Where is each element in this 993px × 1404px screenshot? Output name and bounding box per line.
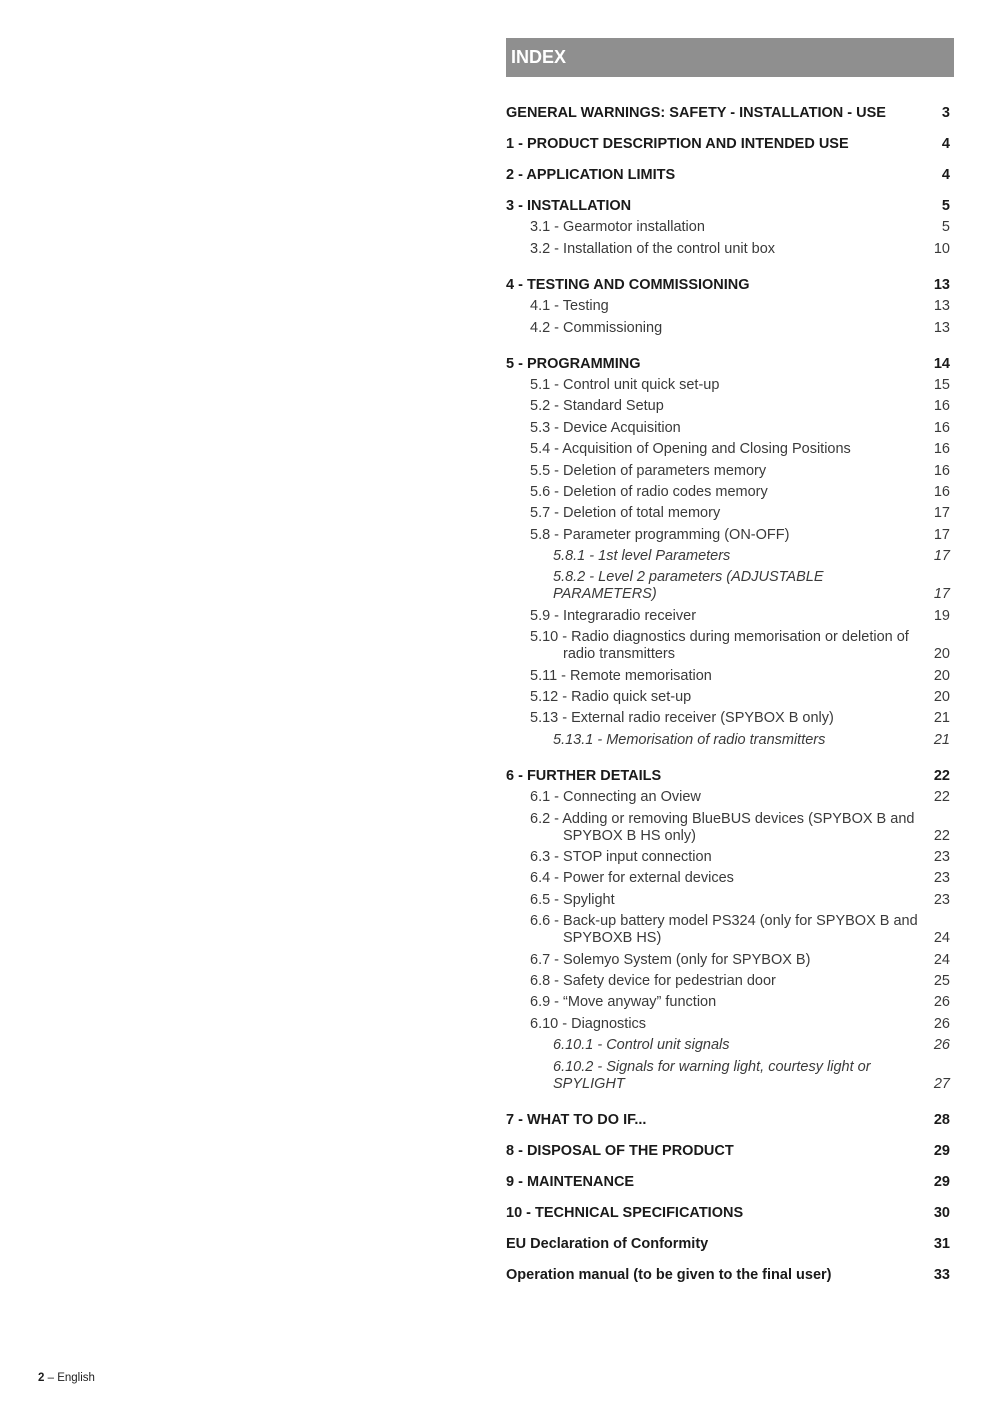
toc-entry-page: 17 [933,526,950,543]
table-of-contents [506,105,950,1284]
toc-entry-title: 6.10.2 - Signals for warning light, courtesy light or SPYLIGHT [553,1058,871,1092]
toc-subsection-entry[interactable] [506,849,950,866]
toc-entry-title: 1 - PRODUCT DESCRIPTION AND INTENDED USE [506,136,849,152]
toc-entry-title: 9 - MAINTENANCE [506,1173,635,1190]
toc-entry-title: 5.11 - Remote memorisation [530,667,712,684]
toc-subsection-entry[interactable] [506,441,950,458]
toc-entry-title: GENERAL WARNINGS: SAFETY - INSTALLATION - USE [506,105,886,121]
toc-entry-page: 25 [933,972,950,989]
toc-subsection-entry[interactable] [506,811,950,845]
toc-entry-page: 20 [933,689,950,706]
toc-section-entry[interactable] [506,198,950,215]
toc-subsection-entry[interactable] [506,219,950,236]
toc-entry-title: 6.8 - Safety device for pedestrian door [530,972,776,989]
toc-section-entry[interactable] [506,1205,950,1222]
toc-entry-page: 16 [933,483,950,500]
toc-section-entry[interactable] [506,1112,950,1129]
toc-entry-page: 26 [933,994,950,1011]
toc-entry-title: 6.1 - Connecting an Oview [530,789,701,806]
toc-entry-title: 5.8.2 - Level 2 parameters (ADJUSTABLE PARAMETERS) [553,569,824,603]
toc-entry-title: 5.10 - Radio diagnostics during memorisation or deletion of radio transmitters [530,629,909,663]
toc-entry-page: 13 [933,298,950,315]
toc-entry-title: 3.2 - Installation of the control unit box [530,240,776,257]
toc-entry-page: 23 [933,848,950,865]
toc-entry-page: 21 [933,731,950,748]
toc-section-entry[interactable] [506,356,950,373]
toc-entry-title: 8 - DISPOSAL OF THE PRODUCT [506,1142,734,1159]
toc-entry-title: 5.1 - Control unit quick set-up [530,376,720,393]
toc-subsubsection-entry[interactable] [506,569,950,603]
toc-subsection-entry[interactable] [506,420,950,437]
toc-subsection-entry[interactable] [506,505,950,522]
toc-entry-page: 15 [933,376,950,393]
toc-subsection-entry[interactable] [506,527,950,544]
toc-subsection-entry[interactable] [506,994,950,1011]
toc-entry-title: 4 - TESTING AND COMMISSIONING [506,276,750,293]
toc-subsection-entry[interactable] [506,710,950,727]
toc-entry-title: EU Declaration of Conformity [506,1235,709,1252]
toc-entry-title: 6.7 - Solemyo System (only for SPYBOX B) [530,951,811,968]
toc-entry-title: 5.13.1 - Memorisation of radio transmitters [553,731,826,748]
toc-entry-title: 6.9 - “Move anyway” function [530,994,717,1011]
footer-separator: – [44,1372,58,1384]
toc-subsubsection-entry[interactable] [506,548,950,565]
toc-subsection-entry[interactable] [506,952,950,969]
toc-entry-title: 4.1 - Testing [530,298,609,315]
toc-entry-page: 26 [933,1015,950,1032]
toc-subsection-entry[interactable] [506,241,950,258]
toc-entry-title: 6.2 - Adding or removing BlueBUS devices (SPYBOX B and SPYBOX B HS only) [530,810,915,844]
toc-entry-title: 5.5 - Deletion of parameters memory [530,462,767,479]
toc-section-entry[interactable] [506,1236,950,1253]
toc-entry-title: 10 - TECHNICAL SPECIFICATIONS [506,1204,744,1221]
toc-entry-title: 5.13 - External radio receiver (SPYBOX B only) [530,710,834,727]
toc-entry-page: 26 [933,1037,950,1054]
toc-section-entry[interactable] [506,277,950,294]
toc-entry-title: 3 - INSTALLATION [506,198,632,214]
toc-section-entry[interactable] [506,1174,950,1191]
toc-entry-title: 5.2 - Standard Setup [530,398,664,415]
toc-subsection-entry[interactable] [506,463,950,480]
page-number: 2 [38,1372,45,1384]
toc-subsection-entry[interactable] [506,973,950,990]
toc-entry-page: 33 [933,1266,950,1283]
toc-entry-title: 5.9 - Integraradio receiver [530,607,697,624]
toc-entry-page: 17 [933,586,950,603]
toc-subsubsection-entry[interactable] [506,1059,950,1093]
toc-entry-title: 5.4 - Acquisition of Opening and Closing Positions [530,441,851,458]
toc-entry-page: 24 [933,930,950,947]
index-header [506,38,954,77]
toc-subsection-entry[interactable] [506,870,950,887]
toc-entry-title: 6 - FURTHER DETAILS [506,767,662,784]
toc-subsection-entry[interactable] [506,789,950,806]
toc-subsection-entry[interactable] [506,1016,950,1033]
toc-entry-title: 5 - PROGRAMMING [506,355,641,372]
toc-entry-title: 3.1 - Gearmotor installation [530,219,705,236]
toc-subsection-entry[interactable] [506,484,950,501]
toc-entry-page: 3 [941,105,950,121]
toc-entry-page: 22 [933,767,950,784]
toc-entry-page: 4 [941,136,950,152]
toc-subsection-entry[interactable] [506,689,950,706]
toc-entry-title: 6.10.1 - Control unit signals [553,1037,730,1054]
toc-entry-title: 5.8 - Parameter programming (ON-OFF) [530,526,790,543]
toc-entry-page: 4 [941,167,950,183]
toc-entry-title: 6.5 - Spylight [530,891,615,908]
footer-language: English [57,1372,95,1384]
toc-entry-title: 7 - WHAT TO DO IF... [506,1111,647,1128]
toc-entry-page: 31 [933,1235,950,1252]
toc-entry-page: 16 [933,462,950,479]
toc-entry-page: 13 [933,276,950,293]
toc-subsection-entry[interactable] [506,320,950,337]
toc-subsubsection-entry[interactable] [506,1037,950,1054]
toc-section-entry[interactable] [506,167,950,184]
toc-section-entry[interactable] [506,1143,950,1160]
toc-entry-title: 6.10 - Diagnostics [530,1015,647,1032]
toc-section-entry[interactable] [506,1267,950,1284]
toc-entry-page: 20 [933,646,950,663]
toc-entry-page: 22 [933,827,950,844]
toc-entry-title: 4.2 - Commissioning [530,319,663,336]
toc-subsection-entry[interactable] [506,608,950,625]
toc-entry-page: 5 [941,219,950,236]
toc-section-entry[interactable] [506,136,950,153]
toc-entry-title: 5.8.1 - 1st level Parameters [553,548,731,565]
toc-entry-page: 19 [933,607,950,624]
toc-entry-page: 24 [933,951,950,968]
toc-subsection-entry[interactable] [506,629,950,663]
toc-entry-page: 17 [933,548,950,565]
toc-subsection-entry[interactable] [506,298,950,315]
toc-entry-page: 30 [933,1204,950,1221]
page-footer [38,1372,95,1384]
toc-entry-title: 6.6 - Back-up battery model PS324 (only for SPYBOX B and SPYBOXB HS) [530,913,918,947]
toc-entry-page: 5 [941,198,950,214]
toc-entry-page: 27 [933,1075,950,1092]
toc-entry-title: 5.3 - Device Acquisition [530,419,681,436]
toc-subsection-entry[interactable] [506,892,950,909]
toc-section-entry[interactable] [506,105,950,122]
toc-subsection-entry[interactable] [506,398,950,415]
toc-entry-page: 29 [933,1142,950,1159]
toc-entry-page: 13 [933,319,950,336]
toc-entry-page: 17 [933,505,950,522]
toc-entry-title: 5.6 - Deletion of radio codes memory [530,483,768,500]
toc-entry-title: 6.4 - Power for external devices [530,870,734,887]
toc-entry-title: 5.12 - Radio quick set-up [530,689,692,706]
toc-entry-page: 22 [933,789,950,806]
toc-section-entry[interactable] [506,768,950,785]
toc-entry-page: 23 [933,870,950,887]
toc-subsection-entry[interactable] [506,377,950,394]
toc-entry-title: Operation manual (to be given to the final user) [506,1266,832,1283]
toc-entry-page: 29 [933,1173,950,1190]
toc-entry-page: 14 [933,355,950,372]
toc-entry-title: 2 - APPLICATION LIMITS [506,167,676,183]
toc-entry-page: 16 [933,419,950,436]
toc-entry-title: 6.3 - STOP input connection [530,848,712,865]
toc-subsection-entry[interactable] [506,668,950,685]
toc-entry-page: 28 [933,1111,950,1128]
toc-entry-page: 16 [933,398,950,415]
index-title: INDEX [511,47,567,67]
toc-subsection-entry[interactable] [506,913,950,947]
toc-entry-page: 10 [933,240,950,257]
toc-entry-title: 5.7 - Deletion of total memory [530,505,721,522]
toc-subsubsection-entry[interactable] [506,732,950,749]
toc-entry-page: 16 [933,441,950,458]
toc-entry-page: 20 [933,667,950,684]
toc-entry-page: 21 [933,710,950,727]
toc-entry-page: 23 [933,891,950,908]
